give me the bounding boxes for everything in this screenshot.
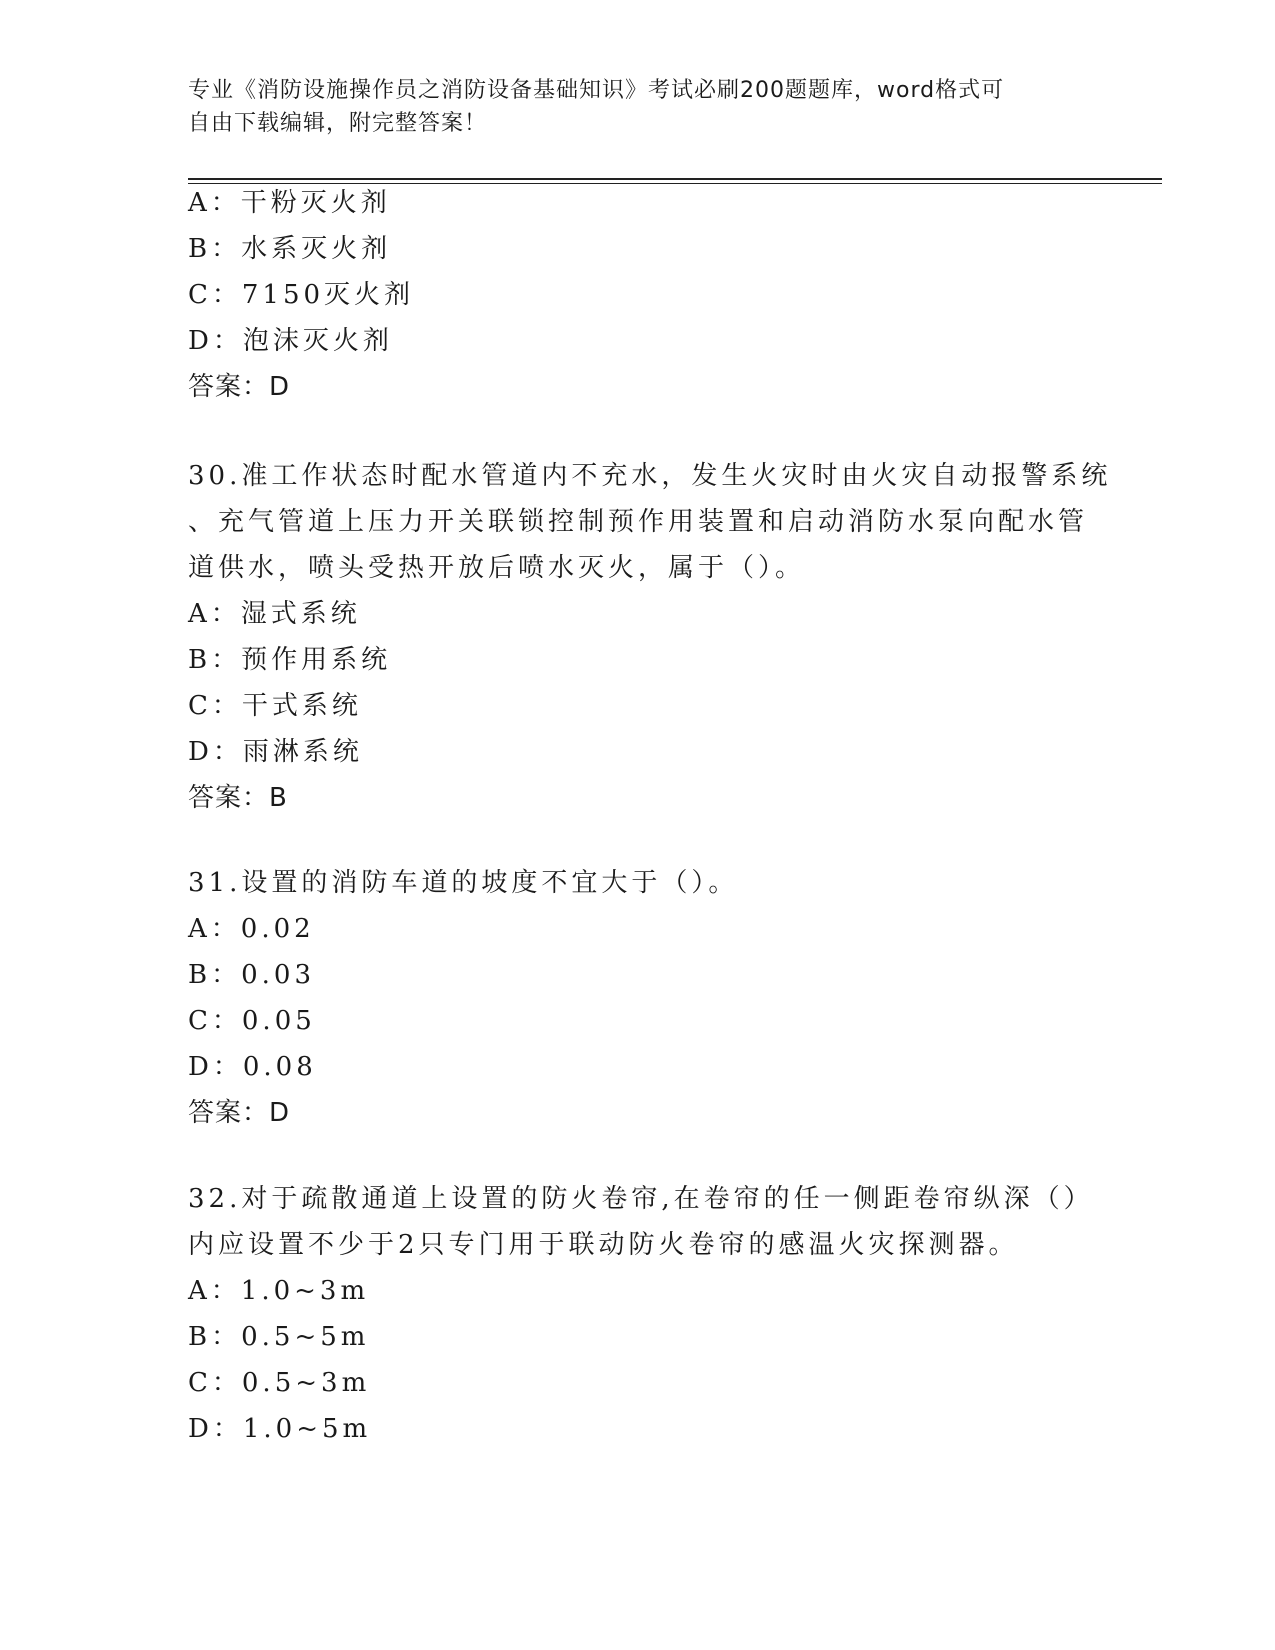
question-stem-line: 31.设置的消防车道的坡度不宜大于（）。: [188, 868, 739, 898]
question-stem-line: 30.准工作状态时配水管道内不充水，发生火灾时由火灾自动报警系统: [188, 461, 1112, 491]
option-a: A：0.02: [188, 914, 315, 944]
header-line-2: 自由下载编辑，附完整答案！: [188, 111, 488, 136]
question-stem-line: 、充气管道上压力开关联锁控制预作用装置和启动消防水泵向配水管: [188, 507, 1089, 537]
question-block-31: [188, 860, 1138, 1136]
option-c: C：0.5~3m: [188, 1368, 371, 1398]
option-d: D：雨淋系统: [188, 737, 363, 767]
question-block-30: [188, 453, 1138, 821]
option-c: C：干式系统: [188, 691, 362, 721]
option-c: C：7150灭火剂: [188, 280, 415, 310]
question-stem-line: 道供水，喷头受热开放后喷水灭火，属于（）。: [188, 553, 806, 583]
option-d: D：1.0~5m: [188, 1414, 372, 1444]
option-d: D：泡沫灭火剂: [188, 326, 393, 356]
option-c: C：0.05: [188, 1006, 316, 1036]
answer-line: 答案：B: [188, 783, 288, 813]
answer-line: 答案：D: [188, 1098, 291, 1128]
header-line-1: 专业《消防设施操作员之消防设备基础知识》考试必刷200题题库，word格式可: [188, 78, 1005, 103]
option-b: B：0.5~5m: [188, 1322, 370, 1352]
question-stem-line: 32.对于疏散通道上设置的防火卷帘,在卷帘的任一侧距卷帘纵深（）: [188, 1184, 1094, 1214]
document-header: [188, 74, 1088, 140]
option-b: B：水系灭火剂: [188, 234, 392, 264]
option-a: A：1.0~3m: [188, 1276, 370, 1306]
option-b: B：0.03: [188, 960, 315, 990]
option-b: B：预作用系统: [188, 645, 392, 675]
question-stem-line: 内应设置不少于2只专门用于联动防火卷帘的感温火灾探测器。: [188, 1230, 1019, 1260]
option-a: A：湿式系统: [188, 599, 361, 629]
question-block-prev: [188, 180, 1138, 410]
question-block-32: [188, 1176, 1138, 1452]
option-a: A：干粉灭火剂: [188, 188, 391, 218]
answer-line: 答案：D: [188, 372, 291, 402]
option-d: D：0.08: [188, 1052, 317, 1082]
